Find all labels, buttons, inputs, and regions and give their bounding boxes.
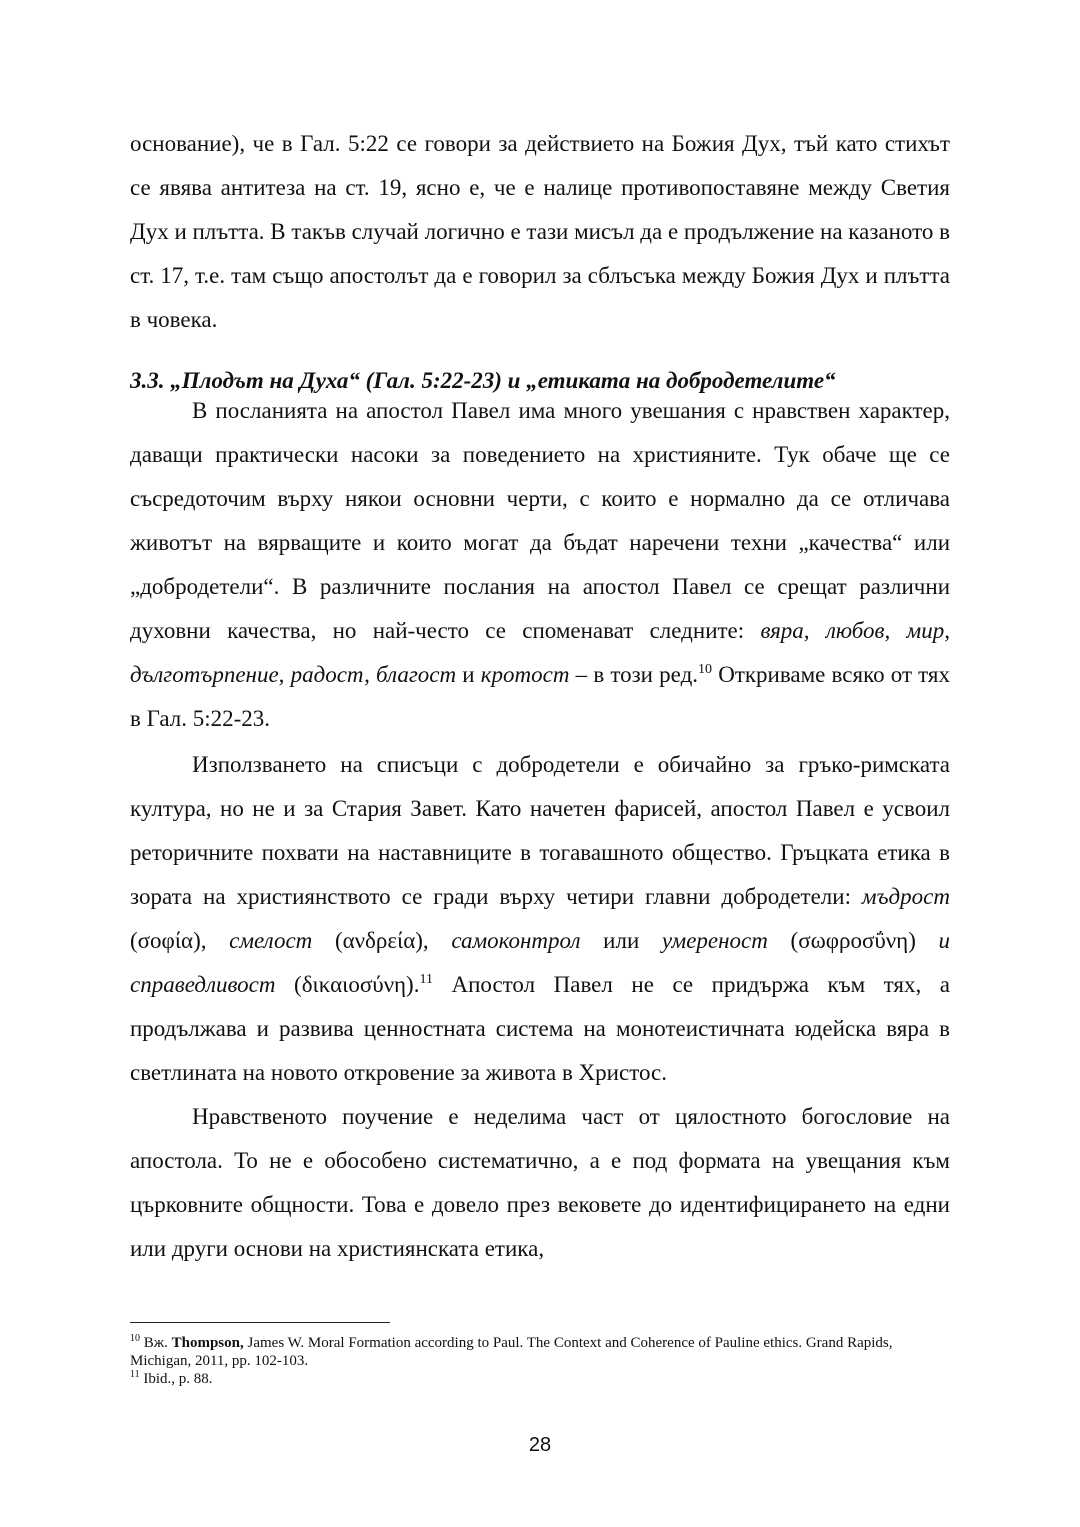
term-moderation: умереност — [661, 928, 768, 953]
footnote-number: 11 — [130, 1369, 140, 1380]
punctuation: . — [413, 972, 420, 997]
virtues-list: вяра, любов, мир, дълготърпение, радост, благост — [130, 618, 950, 687]
conjunction: и — [456, 662, 481, 687]
footnote-author: Thompson, — [171, 1335, 244, 1351]
paragraph-virtues-intro — [130, 389, 950, 741]
term-wisdom: мъдрост — [861, 884, 950, 909]
footnotes-section — [130, 1334, 950, 1388]
greek-term: (ανδρεία), — [334, 928, 429, 953]
paragraph-moral-teaching: Нравственото поучение е неделима част от цялостното богословие на апостола. То не е обособено систематично, а е под формата на увещания към църковните общности. Това е довело през вековете до идентифицирането на едни или други основи на християнската етика, — [130, 1104, 950, 1261]
paragraph-greek-virtues — [130, 743, 950, 1095]
footnote-separator — [130, 1322, 390, 1323]
page-number: 28 — [528, 1434, 552, 1456]
footnote-reference[interactable]: 11 — [419, 972, 433, 987]
footnote-reference[interactable]: 10 — [698, 662, 713, 677]
paragraph-text: Апостол Павел не се придържа към тях, а продължава и развива ценностната система на монотеистичната юдейска вяра в светлината на новото откровение за живота в Христос. — [130, 972, 950, 1085]
paragraph-text: В посланията на апостол Павел има много увешания с нравствен характер, даващи практически насоки за поведението на християните. Тук обаче ще се съсредоточим върху някои основни черти, с които е нормално да се отличава животът на вярващите и които могат да бъдат наречени техни „качества“ или „добродетели“. В различните послания на апостол Павел се срещат различни духовни качества, но най-често се споменават следните: — [130, 398, 950, 643]
text-block-main — [130, 389, 950, 1271]
conjunction: или — [580, 928, 662, 953]
footnote-number: 10 — [130, 1333, 140, 1344]
term-justice: и справедливост — [130, 928, 951, 997]
virtue-meekness: кротост — [480, 662, 570, 687]
term-courage: смелост — [229, 928, 313, 953]
paragraph-continuation: основание), че в Гал. 5:22 се говори за действието на Божия Дух, тъй като стихът се явява антитеза на ст. 19, ясно е, че е налице противопоставяне между Светия Дух и плътта. В такъв случай логично е тази мисъл да е продължение на казаното в ст. 17, т.е. там също апостолът да е говорил за сблъсъка между Божия Дух и плътта в човека. — [130, 131, 950, 332]
section-heading: 3.3. „Плодът на Духа“ (Гал. 5:22-23) и „етиката на добродетелите“ — [130, 368, 836, 393]
greek-term: (δικαιοσύνη) — [294, 972, 414, 997]
greek-term: (σωφροσΰνη) — [790, 928, 916, 953]
text-block-top — [130, 122, 950, 342]
footnote-10 — [130, 1334, 950, 1370]
term-self-control: самоконтрол — [451, 928, 581, 953]
footnote-text: James W. Moral Formation according to Paul. The Context and Coherence of Pauline ethics. Grand Rapids, Michigan, 2011, pp. 102-103. — [130, 1335, 893, 1369]
footnote-text: Вж. — [140, 1335, 172, 1351]
paragraph-text: – в този ред. — [569, 662, 699, 687]
paragraph-text: Откриваме всяко от тях в Гал. 5:22-23. — [130, 662, 950, 731]
footnote-11 — [130, 1370, 950, 1388]
paragraph-text: Използването на списъци с добродетели е обичайно за гръко-римската култура, но не и за Стария Завет. Като начетен фарисей, апостол Павел е усвоил реторичните похвати на наставниците в тогавашното общество. Гръцката етика в зората на християнството се гради върху четири главни добродетели: — [130, 752, 950, 909]
footnote-text: Ibid., p. 88. — [139, 1371, 213, 1387]
greek-term: (σοφία), — [130, 928, 207, 953]
